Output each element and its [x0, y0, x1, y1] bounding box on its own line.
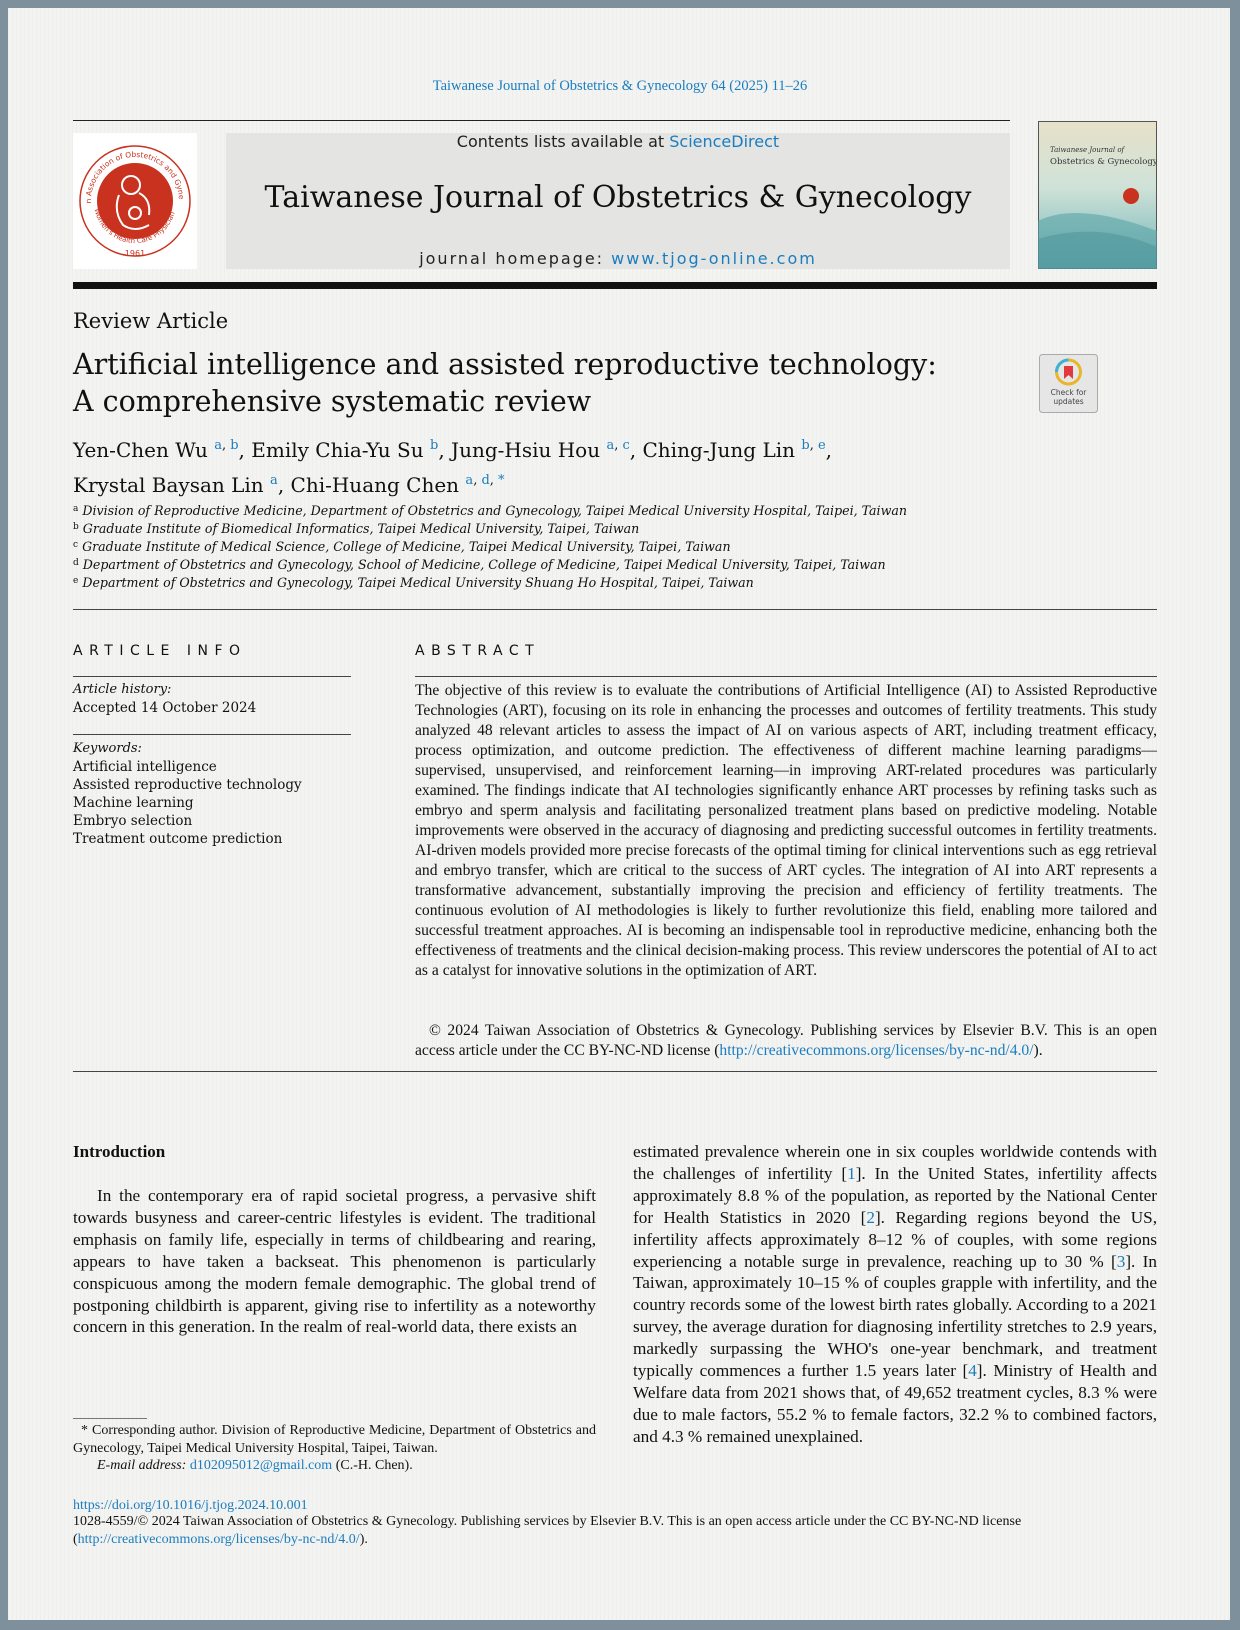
keyword-item: Embryo selection	[73, 813, 193, 829]
author: Yen-Chen Wu $^{a,}$ $^b$	[73, 438, 239, 462]
reference-link-4[interactable]: 4	[968, 1361, 977, 1381]
affiliation-item	[73, 520, 1157, 538]
affiliation-key: d	[73, 558, 79, 568]
divider-article-info	[73, 676, 351, 677]
author-list: Yen-Chen Wu $^{a,}$ $^b$, Emily Chia-Yu Su $^b$, Jung-Hsiu Hou $^{a,}$ $^c$, Ching-Jung Lin $^{b,}$ $^e$, Krystal Baysan Lin $^a$, Chi-Huang Chen $^{a,}$ $^{d,}$ *	[73, 438, 833, 497]
logo-year: 1961	[124, 249, 146, 258]
affiliation-link[interactable]: b	[230, 438, 239, 453]
reference-link-1[interactable]: 1	[847, 1163, 856, 1183]
affiliation-text: Department of Obstetrics and Gynecology, School of Medicine, College of Medicine, Taipei Medical University, Taipei, Taiwan	[82, 557, 886, 572]
reference-link-3[interactable]: 3	[1116, 1251, 1126, 1271]
doi-link-text[interactable]: https://doi.org/10.1016/j.tjog.2024.10.001	[73, 1498, 308, 1513]
abstract-copyright-suffix: ).	[1033, 1042, 1043, 1059]
author: Chi-Huang Chen $^{a,}$ $^{d,}$ *	[290, 473, 505, 497]
society-logo-graphic	[73, 133, 197, 269]
affiliation-text: Graduate Institute of Biomedical Informatics, Taipei Medical University, Taipei, Taiwan	[82, 521, 640, 536]
reference-link-2[interactable]: 2	[866, 1207, 875, 1227]
footnote-marker: *	[81, 1423, 88, 1438]
affiliation-item	[73, 502, 1157, 520]
article-info-heading: ARTICLE INFO	[73, 643, 247, 659]
corresponding-author-footnote	[73, 1422, 596, 1475]
keyword-item: Artificial intelligence	[73, 759, 217, 775]
intro-text-segment: estimated prevalence wherein one in six couples worldwide contends with the challenges of infertility [	[633, 1142, 1157, 1183]
issn-line-text: 1028-4559/© 2024 Taiwan Association of Obstetrics & Gynecology. Publishing services by Elsevier B.V. This is an open access article under the CC BY-NC-ND license (	[73, 1514, 1022, 1547]
check-updates-line2: updates	[1053, 397, 1084, 406]
affiliation-text: Division of Reproductive Medicine, Department of Obstetrics and Gynecology, Taipei Medical University Hospital, Taipei, Taiwan	[82, 503, 907, 518]
abstract-copyright-text: © 2024 Taiwan Association of Obstetrics & Gynecology. Publishing services by Elsevier B.V. This is an open access article under the CC BY-NC-ND license (	[415, 1022, 1157, 1059]
affiliation-link[interactable]: a	[606, 438, 615, 453]
affiliation-text: Department of Obstetrics and Gynecology, Taipei Medical University Shuang Ho Hospital, Taipei, Taiwan	[82, 575, 754, 590]
author	[73, 473, 278, 497]
divider-abstract-bottom	[73, 1071, 1157, 1072]
issn-license-link[interactable]: http://creativecommons.org/licenses/by-nc-nd/4.0/	[77, 1532, 360, 1547]
affiliation-link[interactable]: e	[817, 438, 826, 453]
keyword-item: Machine learning	[73, 795, 194, 811]
abstract-copyright	[415, 1021, 1157, 1061]
journal-name: Taiwanese Journal of Obstetrics & Gynecology	[264, 180, 972, 215]
journal-homepage-link[interactable]: www.tjog-online.com	[611, 249, 817, 268]
logo-ring-text-bottom: Women's Health Care Physician	[92, 207, 177, 246]
affiliation-key: e	[73, 576, 79, 586]
affiliation-list	[73, 502, 1157, 592]
keyword-item: Assisted reproductive technology	[73, 777, 302, 793]
affiliation-key: b	[73, 522, 79, 532]
author-name: Chi-Huang Chen	[290, 473, 460, 497]
license-link[interactable]: http://creativecommons.org/licenses/by-nc-nd/4.0/	[719, 1042, 1034, 1059]
cover-title-line2: Obstetrics & Gynecology	[1050, 157, 1157, 167]
article-history-value: Accepted 14 October 2024	[73, 700, 257, 716]
society-logo	[73, 133, 197, 269]
divider-keywords	[73, 734, 351, 735]
logo-ring-text: n Association of Obstetrics and Gyne	[83, 149, 187, 204]
footnote-body	[73, 1422, 596, 1457]
journal-cover-graphic	[1038, 121, 1157, 269]
affiliation-item	[73, 556, 1157, 574]
running-header-text[interactable]: Taiwanese Journal of Obstetrics & Gynecology 64 (2025) 11–26	[432, 78, 808, 94]
affiliation-link[interactable]: b	[430, 438, 439, 453]
article-type: Review Article	[73, 309, 229, 333]
affiliation-link[interactable]: a	[465, 473, 474, 488]
affiliation-link[interactable]: d	[481, 473, 490, 488]
homepage-prefix: journal homepage:	[419, 249, 612, 268]
affiliation-link[interactable]: c	[622, 438, 630, 453]
check-updates-icon	[1039, 354, 1098, 413]
author-email-link[interactable]: d102095012@gmail.com	[189, 1458, 333, 1473]
abstract-text: The objective of this review is to evaluate the contributions of Artificial Intelligence (AI) to Assisted Reproductive Technologies (ART), focusing on its role in enhancing the processes and outcomes of fertility treatments. This study analyzed 48 relevant articles to assess the impact of AI on various aspects of ART, including treatment efficacy, process optimization, and outcome prediction. The effectiveness of different machine learning paradigms—supervised, unsupervised, and reinforcement learning—in improving ART-related procedures was particularly examined. The findings indicate that AI technologies significantly enhance ART processes by refining tasks such as embryo and sperm analysis and facilitating personalized treatment plans based on predictive modeling. Notable improvements were observed in the accuracy of diagnosing and predicting successful outcomes in fertility treatments. AI-driven models provided more precise forecasts of the optimal timing for clinical interventions such as egg retrieval and embryo transfer, which are critical to the success of ART cycles. The integration of AI into ART represents a transformative advancement, substantially improving the precision and efficiency of fertility treatments. The continuous evolution of AI methodologies is likely to further revolutionize this field, enabling more tailored and successful treatment approaches. AI is becoming an indispensable tool in reproductive medicine, enhancing both the effectiveness of treatments and the clinical decision-making process. This review underscores the potential of AI to act as a catalyst for innovative solutions in the optimization of ART.	[415, 682, 1157, 979]
keyword-item: Treatment outcome prediction	[73, 831, 283, 847]
article-title	[73, 346, 973, 420]
footnote-divider	[73, 1418, 147, 1419]
intro-text-segment: ]. Ministry of Health and Welfare data from 2021 shows that, of 49,652 treatment cycles, 8.3 % were due to male factors, 55.2 % to female factors, 32.2 % to combined factors, and 4.3 % remained unexplained.	[633, 1361, 1157, 1446]
affiliation-key: a	[73, 504, 79, 514]
journal-cover-thumbnail	[1038, 121, 1157, 269]
affiliation-link[interactable]: a	[270, 473, 278, 488]
running-header[interactable]	[0, 78, 1240, 95]
introduction-heading: Introduction	[73, 1142, 166, 1161]
author-name: Jung-Hsiu Hou	[451, 438, 601, 462]
check-for-updates-button[interactable]	[1039, 354, 1098, 413]
footnote-email-line	[73, 1457, 596, 1475]
introduction-column-2	[633, 1141, 1157, 1448]
introduction-column-1: In the contemporary era of rapid societal progress, a pervasive shift towards busyness and career-centric lifestyles is evident. The traditional emphasis on family life, especially in terms of childbearing and rearing, appears to have taken a backseat. This phenomenon is particularly conspicuous among the modern female demographic. The global trend of postponing childbirth is apparent, giving rise to infertility as a noteworthy concern in this generation. In the realm of real-world data, there exists an	[73, 1186, 596, 1337]
issn-line-suffix: ).	[359, 1532, 368, 1547]
author: Ching-Jung Lin $^{b,}$ $^e$	[642, 438, 826, 462]
cover-title-line1: Taiwanese Journal of	[1050, 146, 1125, 154]
affiliation-item	[73, 538, 1157, 556]
email-suffix: (C.-H. Chen).	[332, 1458, 413, 1473]
doi-link[interactable]	[73, 1498, 308, 1514]
email-label: E-mail address:	[97, 1458, 190, 1473]
affiliation-link[interactable]: *	[498, 473, 505, 488]
affiliation-link[interactable]: a	[214, 438, 222, 453]
divider-affiliations	[73, 609, 1157, 610]
sciencedirect-link[interactable]: ScienceDirect	[669, 132, 780, 151]
article-title-line2: A comprehensive systematic review	[73, 385, 592, 418]
contents-prefix: Contents lists available at	[456, 132, 670, 151]
author: Jung-Hsiu Hou $^{a,}$ $^c$	[451, 438, 630, 462]
author-name: Emily Chia-Yu Su	[251, 438, 424, 462]
author-name: Ching-Jung Lin	[642, 438, 796, 462]
masthead-rule-bottom	[73, 282, 1157, 289]
abstract-heading: ABSTRACT	[415, 643, 541, 659]
author-name: Krystal Baysan Lin	[73, 473, 264, 497]
keywords-list	[73, 758, 302, 848]
divider-abstract	[415, 676, 1157, 677]
affiliation-key: c	[73, 540, 79, 550]
affiliation-text: Graduate Institute of Medical Science, College of Medicine, Taipei Medical University, Taipei, Taiwan	[82, 539, 731, 554]
keywords-label: Keywords:	[73, 741, 142, 756]
affiliation-link[interactable]: b	[801, 438, 810, 453]
contents-line	[226, 132, 1010, 151]
issn-copyright-line	[73, 1513, 1157, 1549]
author	[251, 438, 438, 462]
check-updates-line1: Check for	[1050, 388, 1087, 397]
article-title-line1: Artificial intelligence and assisted reproductive technology:	[73, 348, 937, 381]
intro-text-segment: ]. In Taiwan, approximately 10–15 % of couples grapple with infertility, and the country records some of the lowest birth rates globally. According to a 2021 survey, the average duration for diagnosing infertility stretches to 2.9 years, markedly surpassing the WHO's one-year benchmark, and treatment typically commences a further 1.5 years later [	[633, 1251, 1157, 1381]
article-history-label: Article history:	[73, 682, 172, 697]
footnote-text: Corresponding author. Division of Reproductive Medicine, Department of Obstetrics and Gynecology, Taipei Medical University Hospital, Taipei, Taiwan.	[73, 1423, 596, 1456]
author-name: Yen-Chen Wu	[73, 438, 208, 462]
intro-text-segment: ]. In the United States, infertility affects approximately 8.8 % of the population, as reported by the National Center for Health Statistics in 2020 [	[633, 1163, 1157, 1227]
homepage-line	[226, 249, 1010, 268]
intro-text-segment: ]. Regarding regions beyond the US, infertility affects approximately 8–12 % of couples, with some regions experiencing a notable surge in prevalence, reaching up to 30 % [	[633, 1207, 1157, 1271]
affiliation-item	[73, 574, 1157, 592]
masthead-rule-top	[73, 120, 1010, 121]
